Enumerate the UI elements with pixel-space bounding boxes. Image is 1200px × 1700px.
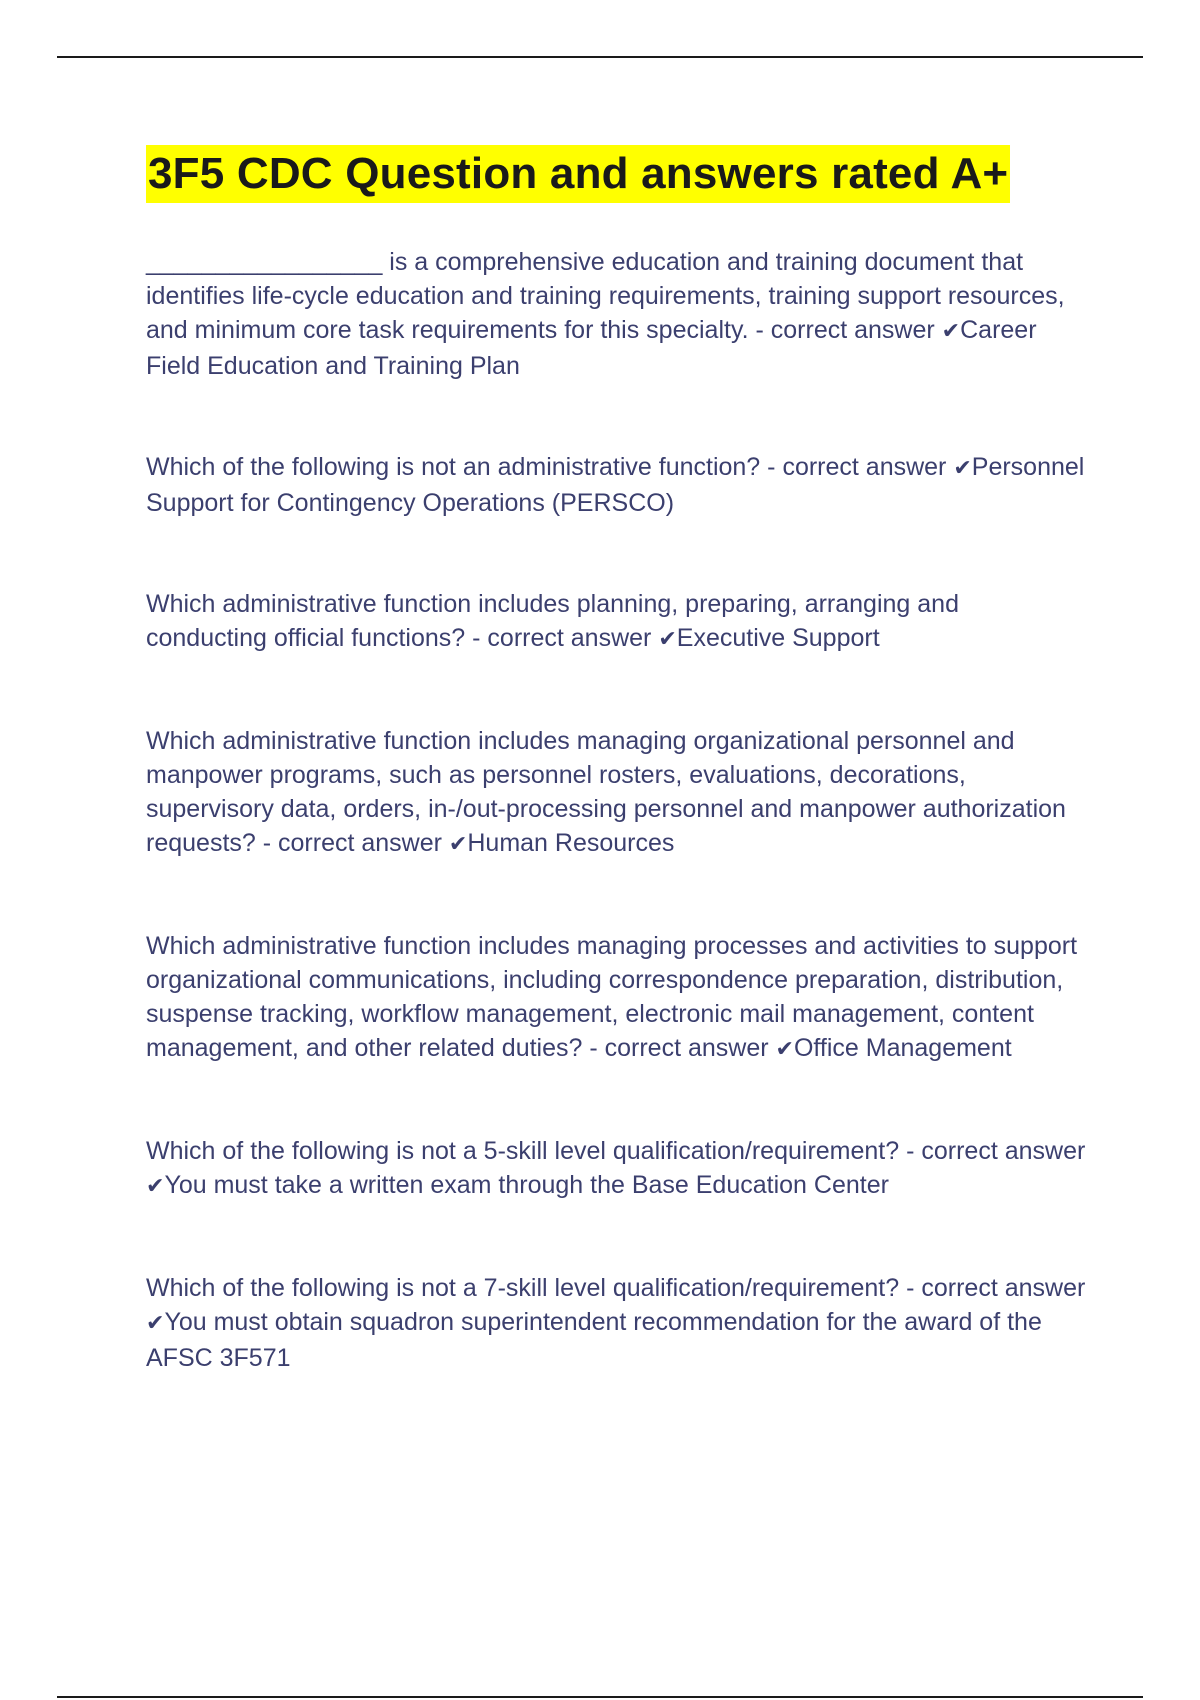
check-icon: ✔: [953, 456, 972, 481]
qa-item: [146, 587, 1086, 657]
check-icon: ✔: [146, 1174, 165, 1199]
answer-text: Office Management: [793, 1034, 1012, 1062]
document-body: [146, 145, 1086, 1442]
qa-item: [146, 1134, 1086, 1204]
qa-item: [146, 724, 1086, 862]
answer-prefix: - correct answer: [589, 1034, 769, 1062]
answer-text: Human Resources: [467, 829, 675, 857]
question-text: Which administrative function includes managing processes and activities to support organizational communications, including correspondence preparation, distribution, suspense tracking, workflow management, electronic mail management, content management, and other related duties?: [146, 932, 1078, 1062]
qa-item: [146, 1271, 1086, 1375]
answer-text: You must take a written exam through the Base Education Center: [164, 1171, 889, 1199]
check-icon: ✔: [941, 319, 961, 344]
answer-text: Career Field Education and Training Plan: [146, 316, 1037, 380]
qa-item: [146, 245, 1086, 383]
top-divider: [57, 56, 1143, 58]
qa-list: [146, 245, 1086, 1375]
check-icon: ✔: [775, 1037, 794, 1062]
answer-text: You must obtain squadron superintendent recommendation for the award of the AFSC 3F571: [146, 1308, 1042, 1372]
check-icon: ✔: [658, 627, 677, 652]
question-text: Which administrative function includes planning, preparing, arranging and conducting official functions?: [146, 590, 959, 652]
answer-prefix: - correct answer: [906, 1137, 1086, 1165]
bottom-divider: [57, 1696, 1143, 1698]
question-text: Which administrative function includes managing organizational personnel and manpower programs, such as personnel rosters, evaluations, decorations, supervisory data, orders, in-/out-processing personnel and manpower authorization requests?: [146, 727, 1066, 857]
answer-prefix: - correct answer: [906, 1274, 1086, 1302]
answer-prefix: - correct answer: [767, 453, 947, 481]
question-text: Which of the following is not a 5-skill level qualification/requirement?: [146, 1137, 900, 1165]
question-text: Which of the following is not a 7-skill level qualification/requirement?: [146, 1274, 900, 1302]
check-icon: ✔: [448, 832, 468, 857]
answer-prefix: - correct answer: [472, 624, 652, 652]
answer-text: Executive Support: [676, 624, 880, 652]
qa-item: [146, 929, 1086, 1067]
page-title-wrapper: [146, 145, 1086, 203]
question-text: _________________ is a comprehensive education and training document that identifies life-cycle education and training requirements, training support resources, and minimum core task requirements for this specialty.: [146, 248, 1065, 344]
question-text: Which of the following is not an administrative function?: [146, 453, 761, 481]
check-icon: ✔: [146, 1311, 165, 1336]
answer-text: Personnel Support for Contingency Operations (PERSCO): [146, 453, 1085, 517]
page-title: 3F5 CDC Question and answers rated A+: [146, 145, 1010, 203]
answer-prefix: - correct answer: [755, 316, 935, 344]
qa-item: [146, 450, 1086, 520]
answer-prefix: - correct answer: [262, 829, 442, 857]
